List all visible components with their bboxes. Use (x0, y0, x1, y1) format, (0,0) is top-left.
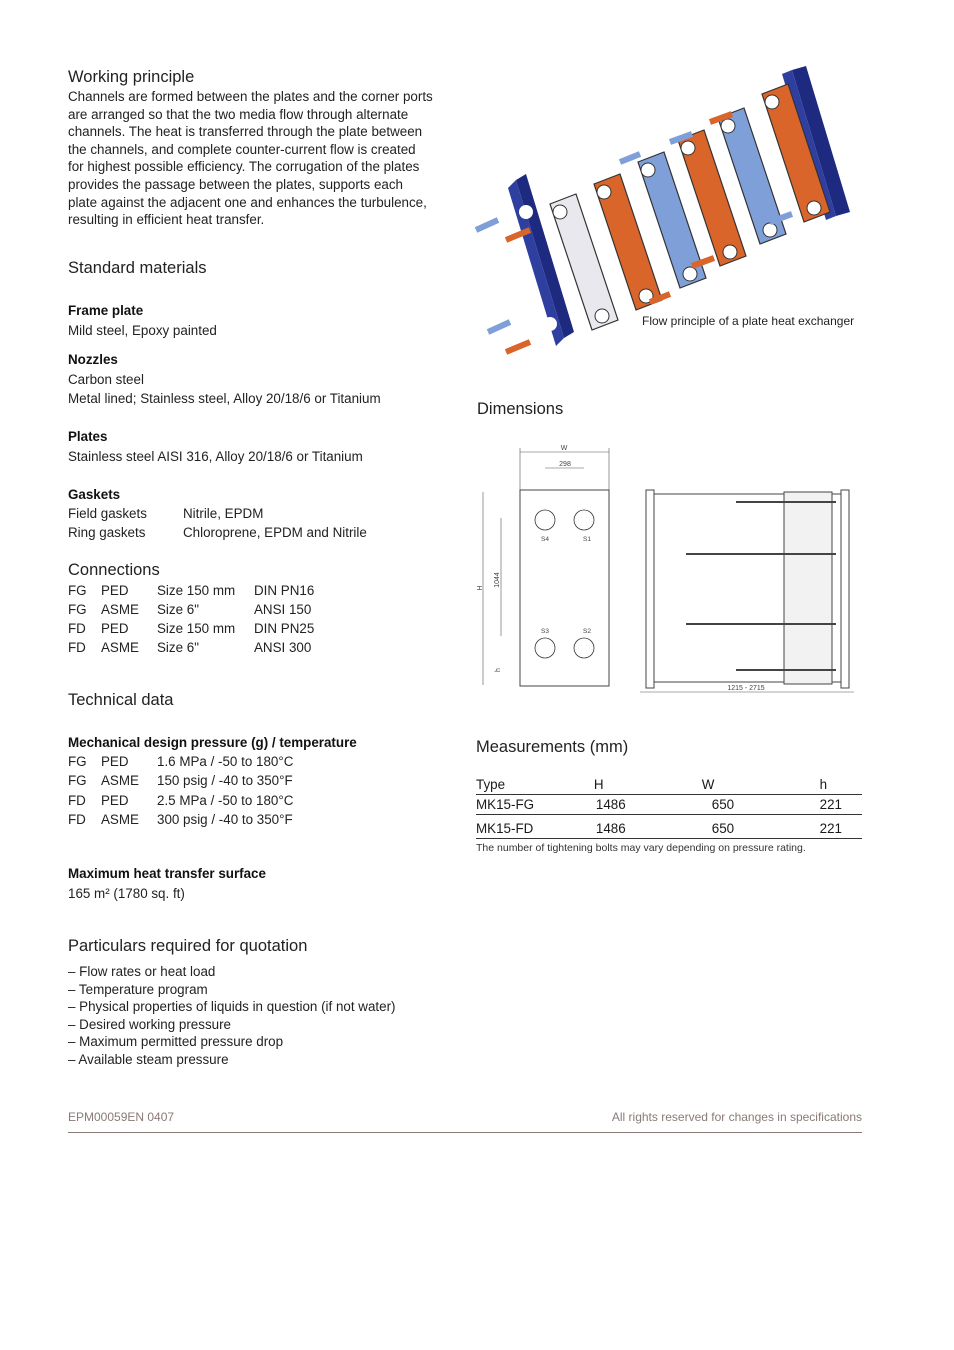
conn-rating: DIN PN16 (254, 583, 315, 598)
connections-heading: Connections (68, 561, 160, 579)
cell-h-small: 221 (819, 797, 842, 812)
cell-type: MK15-FD (476, 821, 534, 836)
frame-plate (646, 490, 654, 688)
heat-transfer-surface-title: Maximum heat transfer surface (68, 866, 266, 881)
s2-label: S2 (583, 628, 591, 635)
list-item: – Maximum permitted pressure drop (68, 1034, 284, 1050)
cold-flow-arrow (620, 154, 640, 162)
hot-flow-arrow (506, 342, 530, 352)
w-label: W (560, 445, 568, 452)
tech-standard: ASME (101, 812, 139, 827)
text-line: are arranged so that the two media flow through alternate (68, 106, 409, 122)
design-pressure-title: Mechanical design pressure (g) / temperature (68, 735, 357, 750)
cell-h: 1486 (595, 797, 626, 812)
measurements-table (476, 775, 862, 839)
tech-series: FG (68, 754, 87, 769)
footer-divider (68, 1132, 862, 1133)
tech-series: FD (68, 812, 86, 827)
conn-size: Size 6" (157, 602, 199, 617)
conn-standard: ASME (101, 602, 139, 617)
text-line: resulting in efficient heat transfer. (68, 212, 265, 228)
list-item: – Temperature program (68, 981, 208, 997)
plates-title: Plates (68, 429, 108, 444)
plate-pack (784, 492, 832, 684)
h-inner-label: 1044 (494, 572, 501, 588)
conn-size: Size 6" (157, 640, 199, 655)
column-header: h (819, 777, 828, 792)
conn-rating: ANSI 300 (254, 640, 312, 655)
list-item: – Desired working pressure (68, 1016, 231, 1032)
tech-value: 2.5 MPa / -50 to 180°C (157, 793, 294, 808)
cold-flow-arrow (488, 322, 510, 332)
cell-w: 650 (711, 821, 735, 836)
tech-standard: PED (101, 754, 129, 769)
s1-label: S1 (583, 536, 591, 543)
text-line: the channels, and complete counter-current flow is created (68, 141, 416, 157)
table-row (476, 795, 862, 815)
text-line: for highest possible efficiency. The corrugation of the plates (68, 159, 420, 175)
list-item: – Flow rates or heat load (68, 964, 216, 979)
s3-label: S3 (541, 628, 549, 635)
rights-notice: All rights reserved for changes in specifications (611, 1110, 862, 1124)
nozzles-line-1: Carbon steel (68, 372, 144, 387)
tech-series: FD (68, 793, 86, 808)
gaskets-title: Gaskets (68, 487, 121, 502)
table-header-row (476, 775, 862, 795)
technical-data-heading: Technical data (68, 691, 174, 709)
plate-pack (550, 84, 830, 330)
cell-h-small: 221 (819, 821, 842, 836)
gasket-value: Nitrile, EPDM (183, 506, 264, 521)
plates-value: Stainless steel AISI 316, Alloy 20/18/6 or Titanium (68, 449, 363, 464)
list-item: – Available steam pressure (68, 1051, 229, 1067)
gasket-value: Chloroprene, EPDM and Nitrile (183, 525, 367, 540)
conn-series: FD (68, 621, 86, 636)
conn-series: FD (68, 640, 86, 655)
tech-value: 1.6 MPa / -50 to 180°C (157, 754, 294, 769)
measurements-heading: Measurements (mm) (476, 738, 629, 756)
gasket-label: Field gaskets (68, 506, 147, 521)
table-row (476, 815, 862, 839)
quotation-heading: Particulars required for quotation (68, 937, 308, 955)
figure-caption: Flow principle of a plate heat exchanger (642, 314, 855, 328)
working-principle-text (68, 88, 458, 229)
text-line: plate against the adjacent one and enhances the turbulence, (68, 194, 427, 210)
conn-rating: ANSI 150 (254, 602, 312, 617)
document-code: EPM00059EN 0407 (68, 1110, 175, 1124)
column-header: W (701, 777, 715, 792)
tech-value: 150 psig / -40 to 350°F (157, 773, 293, 788)
text-line: provides the passage between the plates, supports each (68, 176, 403, 192)
conn-series: FG (68, 602, 87, 617)
side-view-drawing (636, 484, 858, 698)
measurements-note: The number of tightening bolts may vary depending on pressure rating. (476, 842, 806, 854)
nozzles-line-2: Metal lined; Stainless steel, Alloy 20/18/6 or Titanium (68, 391, 381, 406)
conn-rating: DIN PN25 (254, 621, 315, 636)
column-header: Type (476, 777, 506, 792)
list-item: – Physical properties of liquids in question (if not water) (68, 999, 396, 1015)
conn-standard: ASME (101, 640, 139, 655)
conn-series: FG (68, 583, 87, 598)
tech-standard: ASME (101, 773, 139, 788)
quotation-list (68, 963, 396, 1069)
length-range-label: 1215 - 2715 (727, 685, 765, 692)
tech-standard: PED (101, 793, 129, 808)
conn-standard: PED (101, 621, 129, 636)
conn-standard: PED (101, 583, 129, 598)
column-header: H (593, 777, 604, 792)
tech-series: FG (68, 773, 87, 788)
s4-label: S4 (541, 536, 549, 543)
conn-size: Size 150 mm (157, 583, 236, 598)
tech-value: 300 psig / -40 to 350°F (157, 812, 293, 827)
heat-transfer-surface-value: 165 m² (1780 sq. ft) (68, 886, 185, 901)
cell-type: MK15-FG (476, 797, 535, 812)
frame-plate-value: Mild steel, Epoxy painted (68, 323, 217, 338)
support-column (841, 490, 849, 688)
standard-materials-heading: Standard materials (68, 259, 207, 277)
cell-h: 1486 (595, 821, 626, 836)
h-label: H (477, 585, 484, 591)
conn-size: Size 150 mm (157, 621, 236, 636)
dimensions-heading: Dimensions (477, 400, 564, 418)
working-principle-heading: Working principle (68, 68, 195, 86)
cell-w: 650 (711, 797, 735, 812)
nozzles-title: Nozzles (68, 352, 118, 367)
frame-plate-title: Frame plate (68, 303, 144, 318)
front-view-drawing (477, 440, 617, 695)
h-small-label: h (495, 668, 502, 672)
cold-flow-arrow (476, 220, 498, 230)
gasket-label: Ring gaskets (68, 525, 146, 540)
text-line: channels. The heat is transferred through the plate between (68, 124, 423, 140)
text-line: Channels are formed between the plates and the corner ports (68, 89, 433, 104)
w-inner-label: 298 (559, 461, 571, 468)
